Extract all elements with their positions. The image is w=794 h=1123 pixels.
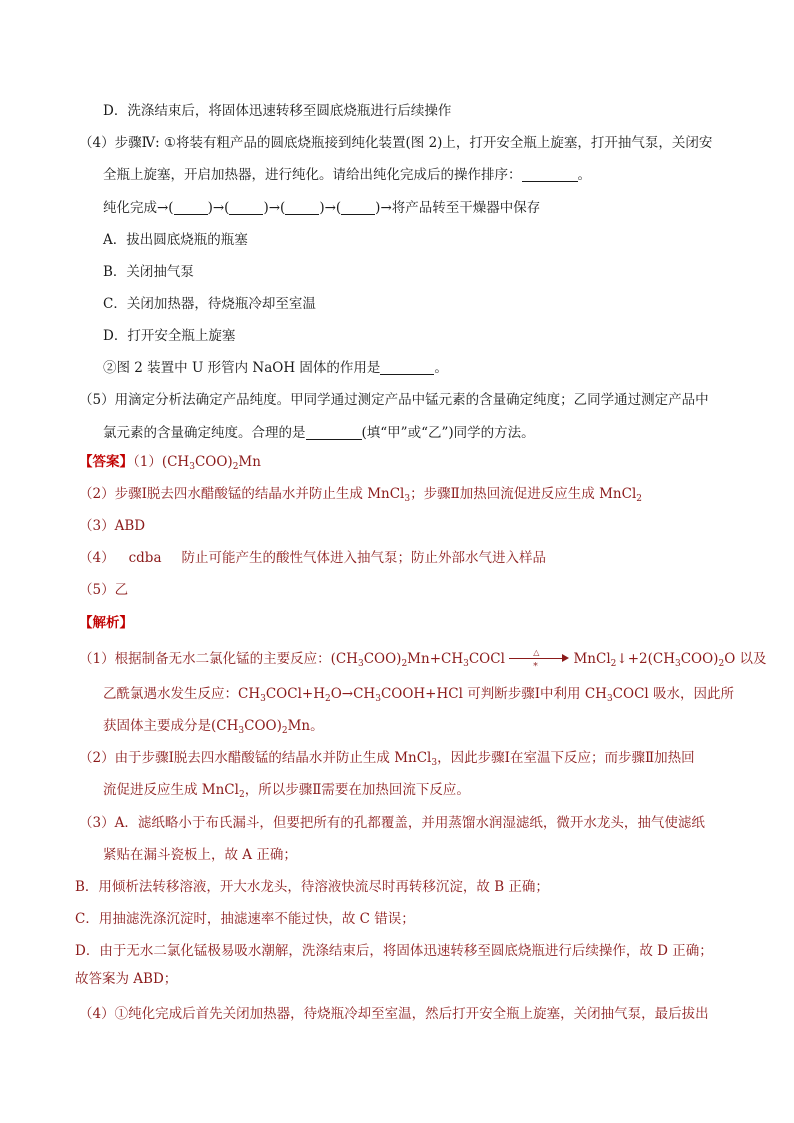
analysis-3-conclusion: 故答案为 ABD； bbox=[75, 971, 178, 987]
seq-sep-1: )→( bbox=[207, 200, 230, 216]
analysis-1-c: Mn+CH bbox=[407, 651, 464, 667]
analysis-3-option-c: C．用抽滤洗涤沉淀时，抽滤速率不能过快，故 C 错误； bbox=[75, 911, 415, 927]
answer-tag: 【答案】 bbox=[79, 454, 133, 470]
arrow-bottom-label: * bbox=[533, 662, 538, 672]
q4-line-2 bbox=[103, 166, 591, 184]
answer-1-sub-2: 2 bbox=[232, 462, 239, 472]
seq-blank-1 bbox=[174, 200, 208, 215]
sub-3: 3 bbox=[606, 694, 613, 704]
answer-1-mid: COO) bbox=[194, 454, 233, 470]
seq-sep-2: )→( bbox=[263, 200, 286, 216]
q4-sub-2-text: ②图 2 装置中 U 形管内 NaOH 固体的作用是 bbox=[103, 360, 381, 376]
q4-line-2-text: 全瓶上旋塞，开启加热器，进行纯化。请给出纯化完成后的操作排序： bbox=[103, 167, 522, 183]
analysis-1-l2-c: O→CH bbox=[330, 686, 376, 702]
arrow-top-label: △ bbox=[533, 648, 540, 657]
answer-2-sub-1: 3 bbox=[404, 494, 411, 504]
q3-option-d: D．洗涤结束后，将固体迅速转移至圆底烧瓶进行后续操作 bbox=[103, 103, 452, 119]
analysis-1-l2-d: COOH+HCl 可判断步骤Ⅰ中利用 CH bbox=[380, 686, 607, 702]
analysis-1-b: COO) bbox=[363, 651, 402, 667]
analysis-2-l2-b: ，所以步骤Ⅱ需要在加热回流下反应。 bbox=[244, 782, 470, 798]
analysis-1-l2-e: COCl 吸水，因此所 bbox=[612, 686, 735, 702]
q5-line-2-end: (填“甲”或“乙”)同学的方法。 bbox=[361, 425, 535, 441]
answer-4-prefix: （4） bbox=[79, 550, 115, 566]
analysis-2-l2-a: 流促进反应生成 MnCl bbox=[103, 782, 239, 798]
q4-sub-2-end: 。 bbox=[434, 360, 448, 376]
q4-line-1: （4）步骤Ⅳ: ①将装有粗产品的圆底烧瓶接到纯化装置(图 2)上，打开安全瓶上旋塞，打开抽气泵，关闭安 bbox=[79, 135, 713, 151]
analysis-1-l2-a: 乙酰氯遇水发生反应：CH bbox=[103, 686, 261, 702]
sub-2: 2 bbox=[281, 726, 288, 736]
sub-3: 3 bbox=[375, 694, 381, 704]
sub-3: 3 bbox=[674, 659, 681, 669]
analysis-1-l2-b: COCl+H bbox=[265, 686, 325, 702]
q4-sequence bbox=[103, 199, 540, 217]
sub-3: 3 bbox=[463, 659, 469, 669]
sub-2: 2 bbox=[610, 659, 617, 669]
answer-4-order: cdba bbox=[128, 550, 162, 566]
analysis-2-b: ，因此步骤Ⅰ在室温下反应；而步骤Ⅱ加热回 bbox=[437, 750, 695, 766]
seq-blank-3 bbox=[285, 200, 319, 215]
sub-3: 3 bbox=[238, 726, 245, 736]
sub-2: 2 bbox=[324, 694, 331, 704]
analysis-2-line-2 bbox=[103, 781, 470, 799]
answer-5: （5）乙 bbox=[79, 582, 129, 598]
sub-2: 2 bbox=[238, 790, 245, 800]
sub-3: 3 bbox=[431, 758, 438, 768]
sub-3: 3 bbox=[357, 659, 364, 669]
q5-line-2 bbox=[103, 424, 535, 442]
seq-blank-2 bbox=[229, 200, 263, 215]
answer-4 bbox=[79, 549, 546, 567]
analysis-2-a: （2）由于步骤Ⅰ脱去四水醋酸锰的结晶水并防止生成 MnCl bbox=[79, 750, 432, 766]
answer-blank bbox=[306, 425, 362, 440]
q4-option-d: D．打开安全瓶上旋塞 bbox=[103, 328, 236, 344]
answer-1-sub-1: 3 bbox=[189, 462, 195, 472]
sub-2: 2 bbox=[401, 659, 408, 669]
q4-option-c: C．关闭加热器，待烧瓶冷却至室温 bbox=[103, 296, 316, 312]
analysis-1-l3-b: COO) bbox=[244, 718, 282, 734]
q4-option-a: A．拔出圆底烧瓶的瓶塞 bbox=[103, 232, 248, 248]
reaction-arrow bbox=[509, 648, 569, 672]
sub-2: 2 bbox=[718, 659, 725, 669]
analysis-3-option-d: D．由于无水二氯化锰极易吸水潮解，洗涤结束后，将固体迅速转移至圆底烧瓶进行后续操作，故 D 正确； bbox=[75, 943, 713, 959]
analysis-1-e: MnCl bbox=[573, 651, 611, 667]
answer-3: （3）ABD bbox=[79, 518, 146, 534]
analysis-3-option-b: B．用倾析法转移溶液，开大水龙头，待溶液快流尽时再转移沉淀，故 B 正确； bbox=[75, 879, 549, 895]
answer-blank bbox=[522, 167, 578, 182]
seq-end: )→将产品转至干燥器中保存 bbox=[375, 200, 541, 216]
analysis-1-line-2 bbox=[103, 685, 734, 703]
analysis-1-f: ↓+2(CH bbox=[616, 651, 675, 667]
analysis-1-d: COCl bbox=[468, 651, 505, 667]
q4-option-b: B．关闭抽气泵 bbox=[103, 264, 194, 280]
answer-1-end: Mn bbox=[238, 454, 261, 470]
answer-2 bbox=[79, 485, 642, 503]
q4-line-2-end: 。 bbox=[577, 167, 591, 183]
answer-2-prefix: （2）步骤Ⅰ脱去四水醋酸锰的结晶水并防止生成 MnCl bbox=[79, 486, 405, 502]
sub-3: 3 bbox=[260, 694, 266, 704]
q5-line-2-text: 氯元素的含量确定纯度。合理的是 bbox=[103, 425, 306, 441]
answer-2-mid: ；步骤Ⅱ加热回流促进反应生成 MnCl bbox=[410, 486, 637, 502]
analysis-1-a: （1）根据制备无水二氯化锰的主要反应：(CH bbox=[79, 651, 358, 667]
answer-line-1 bbox=[79, 453, 261, 471]
analysis-1-l3-c: Mn。 bbox=[287, 718, 324, 734]
q5-line-1: （5）用滴定分析法确定产品纯度。甲同学通过测定产品中锰元素的含量确定纯度；乙同学通过测定产品中 bbox=[79, 392, 709, 408]
answer-1-prefix: （1）(CH bbox=[133, 454, 190, 470]
q4-sub-2 bbox=[103, 359, 448, 377]
analysis-1-h: O 以及 bbox=[724, 651, 767, 667]
analysis-1-line-3 bbox=[103, 717, 324, 735]
analysis-tag: 【解析】 bbox=[79, 615, 133, 631]
answer-4-text: 防止可能产生的酸性气体进入抽气泵；防止外部水气进入样品 bbox=[181, 550, 546, 566]
analysis-4-line-1: （4）①纯化完成后首先关闭加热器，待烧瓶冷却至室温，然后打开安全瓶上旋塞，关闭抽气泵，最后拔出 bbox=[79, 1006, 709, 1022]
seq-blank-4 bbox=[341, 200, 375, 215]
answer-2-sub-2: 2 bbox=[636, 494, 642, 504]
seq-sep-3: )→( bbox=[319, 200, 342, 216]
arrow-head bbox=[562, 654, 569, 662]
analysis-1-g: COO) bbox=[680, 651, 719, 667]
analysis-3-line-1: （3）A．滤纸略小于布氏漏斗，但要把所有的孔都覆盖，并用蒸馏水润湿滤纸，微开水龙头，抽气使滤纸 bbox=[79, 815, 705, 831]
analysis-2-line-1 bbox=[79, 749, 695, 767]
answer-blank bbox=[380, 360, 434, 375]
seq-start: 纯化完成→( bbox=[103, 200, 174, 216]
analysis-1-line-1 bbox=[79, 648, 767, 672]
analysis-1-l3-a: 获固体主要成分是(CH bbox=[103, 718, 239, 734]
analysis-3-line-2: 紧贴在漏斗瓷板上，故 A 正确； bbox=[103, 847, 297, 863]
